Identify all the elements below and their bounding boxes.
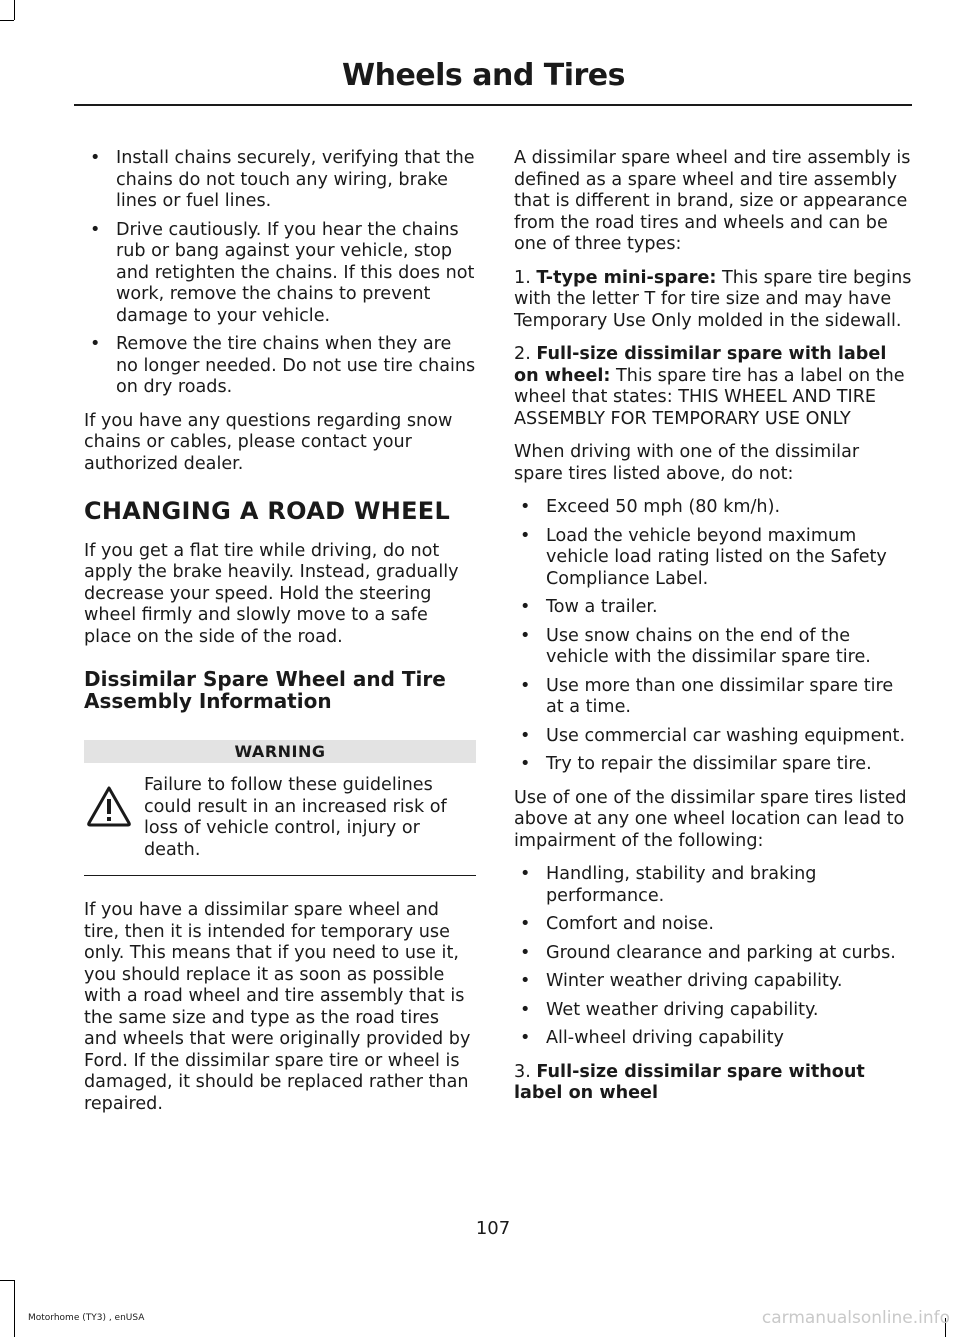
- list-item: • Load the vehicle beyond maximum vehicle load rating listed on the Safety Compliance Label.: [514, 526, 912, 591]
- warning-text: Failure to follow these guidelines could result in an increased risk of loss of vehicle control, injury or death.: [144, 775, 447, 860]
- paragraph: Use of one of the dissimilar spare tires listed above at any one wheel location can lead to impairment of the following:: [514, 787, 907, 851]
- right-column: [514, 148, 912, 1117]
- page-number: 107: [475, 1218, 511, 1239]
- watermark: carmanualsonline.info: [761, 1308, 950, 1328]
- document-id: Motorhome (TY3) , enUSA: [28, 1313, 145, 1323]
- section-heading: CHANGING A ROAD WHEEL: [84, 497, 451, 525]
- spare-type-number: 2.: [514, 344, 531, 364]
- paragraph: When driving with one of the dissimilar spare tires listed above, do not:: [514, 442, 860, 484]
- chain-instructions-list: [84, 148, 476, 399]
- list-item: • Try to repair the dissimilar spare tire.: [514, 754, 912, 776]
- list-item: • Drive cautiously. If you hear the chains rub or bang against your vehicle, stop and retighten the chains. If this does not work, remove the chains to prevent damage to your vehicle.: [84, 220, 476, 328]
- header-rule: [74, 104, 912, 106]
- warning-triangle-icon: [86, 785, 132, 827]
- list-item: • Use snow chains on the end of the vehicle with the dissimilar spare tire.: [514, 626, 912, 669]
- paragraph: If you have a dissimilar spare wheel and tire, then it is intended for temporary use only. This means that if you need to use it, you should replace it as soon as possible with a road wheel and tire assembly that is the same size and type as the road tires and wheels that were originally provided by Ford. If the dissimilar spare tire or wheel is damaged, it should be replaced rather than repaired.: [84, 900, 471, 1114]
- list-item: • Remove the tire chains when they are no longer needed. Do not use tire chains on dry roads.: [84, 334, 476, 399]
- spare-type-text: This spare tire begins with the letter T for tire size and may have Temporary Use Only molded in the sidewall.: [514, 267, 912, 331]
- warning-box: [84, 740, 476, 876]
- crop-mark: [0, 1280, 14, 1281]
- list-item: • Exceed 50 mph (80 km/h).: [514, 497, 912, 519]
- paragraph: If you get a flat tire while driving, do not apply the brake heavily. Instead, gradually decrease your speed. Hold the steering wheel firmly and slowly move to a safe place on the side of the road.: [84, 540, 459, 647]
- list-item: • Comfort and noise.: [514, 914, 912, 936]
- paragraph: If you have any questions regarding snow chains or cables, please contact your authorized dealer.: [84, 410, 453, 474]
- left-column: [84, 148, 476, 1127]
- paragraph: A dissimilar spare wheel and tire assembly is defined as a spare wheel and tire assembly that is different in brand, size or appearance from the road tires and wheels and can be one of three types:: [514, 148, 911, 254]
- crop-mark: [14, 1280, 15, 1337]
- list-item: • Winter weather driving capability.: [514, 971, 912, 993]
- crop-mark: [0, 20, 14, 21]
- spare-type-label: Full-size dissimilar spare without label on wheel: [514, 1061, 865, 1103]
- list-item: • Install chains securely, verifying that the chains do not touch any wiring, brake lines or fuel lines.: [84, 148, 476, 213]
- list-item: • Tow a trailer.: [514, 597, 912, 619]
- spare-type-label: T-type mini-spare:: [536, 267, 717, 288]
- spare-type-2: [514, 344, 912, 430]
- list-item: • Handling, stability and braking performance.: [514, 864, 912, 907]
- list-item: • All-wheel driving capability: [514, 1028, 912, 1050]
- page-header-title: Wheels and Tires: [342, 58, 625, 93]
- spare-type-number: 3.: [514, 1061, 531, 1082]
- warning-label: WARNING: [84, 740, 476, 763]
- spare-type-number: 1.: [514, 267, 531, 288]
- warning-body: [84, 763, 476, 876]
- impairment-list: [514, 864, 912, 1050]
- spare-type-3: [514, 1062, 912, 1105]
- spare-type-text: This spare tire has a label on the wheel that states: THIS WHEEL AND TIRE ASSEMBLY FOR TEMPORARY USE ONLY: [514, 365, 905, 429]
- list-item: • Wet weather driving capability.: [514, 1000, 912, 1022]
- list-item: • Use more than one dissimilar spare tire at a time.: [514, 676, 912, 719]
- list-item: • Use commercial car washing equipment.: [514, 726, 912, 748]
- list-item: • Ground clearance and parking at curbs.: [514, 943, 912, 965]
- sub-heading: Dissimilar Spare Wheel and Tire Assembly Information: [84, 667, 446, 713]
- spare-type-1: [514, 268, 912, 333]
- crop-mark: [14, 0, 15, 20]
- spare-type-label: Full-size dissimilar spare with label on wheel:: [514, 344, 887, 386]
- do-not-list: [514, 497, 912, 776]
